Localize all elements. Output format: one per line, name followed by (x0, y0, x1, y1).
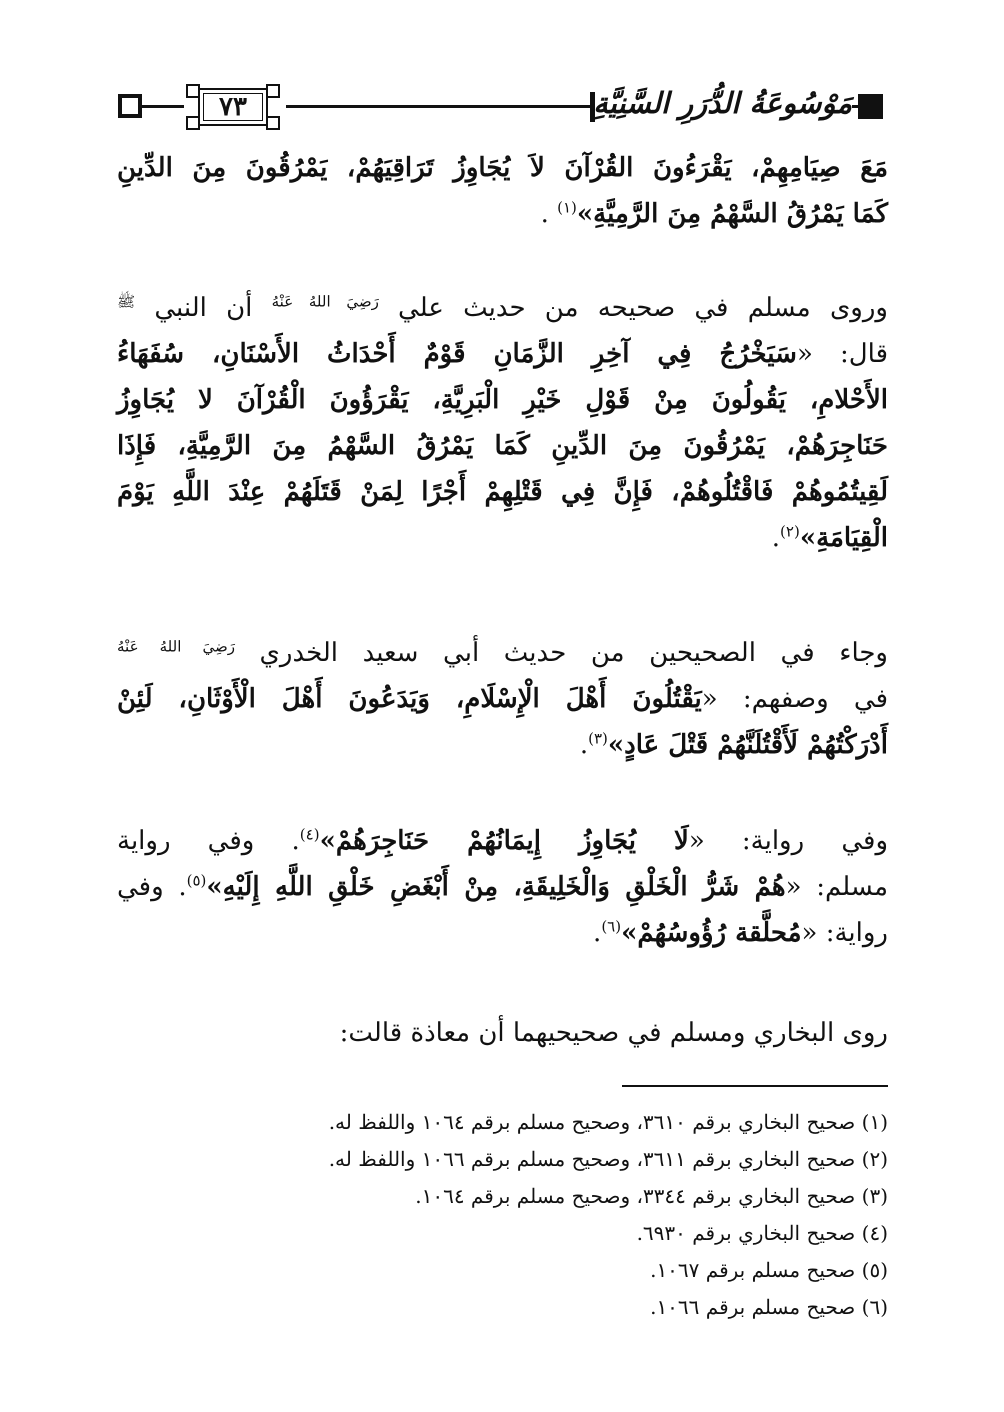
text-line (117, 469, 888, 515)
quoted-text: حَنَاجِرَهُمْ، يَمْرُقُونَ مِنَ الدِّينِ كَمَا يَمْرُقُ السَّهْمُ مِنَ الرَّمِيَّةِ، فَإِذَا (117, 431, 888, 461)
paragraph-4 (117, 818, 888, 956)
footnote-5: (٥) صحيح مسلم برقم ١٠٦٧. (650, 1258, 888, 1282)
quoted-text: الأَحْلامِ، يَقُولُونَ مِنْ قَوْلِ خَيْرِ الْبَرِيَّةِ، يَقْرَؤُونَ الْقُرْآنَ لا يُجَاوِزُ (117, 385, 888, 415)
footnote-separator (622, 1085, 888, 1087)
footnote-ref: (١) (557, 198, 577, 217)
text-line (117, 818, 888, 864)
footnote-1: (١) صحيح البخاري برقم ٣٦١٠، وصحيح مسلم برقم ١٠٦٤ واللفظ له. (328, 1110, 888, 1134)
footnote-ref: (٦) (601, 917, 622, 936)
text-run: . (579, 730, 589, 760)
text-line (117, 285, 888, 331)
text-run: وجاء في الصحيحين من حديث أبي سعيد الخدري (234, 638, 888, 668)
header-hollow-square-ornament (118, 94, 142, 118)
quoted-text: مُحلَّقة رُؤُوسُهُمْ» (621, 918, 802, 948)
text-line (117, 377, 888, 423)
text-run: روى البخاري ومسلم في صحيحيهما أن معاذة قالت: (339, 1018, 888, 1048)
text-line (117, 722, 888, 768)
book-title: مَوْسُوعَةُ الدُّرَرِ السَّنِيَّةِ (593, 86, 852, 120)
honorific-glyph: رَضِيَ اللهُ عَنْهُ (271, 292, 379, 311)
text-run: أن النبي (135, 293, 272, 323)
text-line (117, 331, 888, 377)
header-left-rule (142, 105, 184, 108)
honorific-glyph: رَضِيَ اللهُ عَنْهُ (117, 637, 235, 656)
paragraph-5 (117, 1010, 888, 1056)
quoted-text: لَقِيتُمُوهُمْ فَاقْتُلُوهُمْ، فَإِنَّ فِي قَتْلِهِمْ أَجْرًا لِمَنْ قَتَلَهُمْ عِنْدَ اللَّهِ يَوْمَ (117, 477, 888, 507)
quoted-text: لَا يُجَاوِزُ إِيمَانُهُمْ حَنَاجِرَهُمْ» (319, 826, 689, 856)
paragraph-1 (117, 145, 888, 237)
footnotes (117, 1104, 888, 1326)
text-run: مسلم: « (785, 872, 888, 902)
footnote-ref: (٤) (299, 825, 320, 844)
paragraph-2 (117, 285, 888, 561)
page-number-frame (180, 84, 286, 130)
text-run: قال: « (796, 339, 888, 369)
text-run: . وفي (117, 872, 187, 902)
text-run: . (593, 918, 602, 948)
text-line (117, 910, 888, 956)
text-run: . وفي رواية (117, 826, 300, 856)
text-line (117, 864, 888, 910)
quoted-text: أَدْرَكْتُهُمْ لَأَقْتُلَنَّهُمْ قَتْلَ عَادٍ» (607, 730, 888, 760)
quoted-text: هُمْ شَرُّ الْخَلْقِ وَالْخَلِيقَةِ، مِنْ أَبْغَضِ خَلْقِ اللَّهِ إِلَيْهِ» (206, 872, 786, 902)
footnote-2: (٢) صحيح البخاري برقم ٣٦١١، وصحيح مسلم برقم ١٠٦٦ واللفظ له. (328, 1147, 888, 1171)
footnote-ref: (٥) (186, 871, 207, 890)
quoted-text: كَمَا يَمْرُقُ السَّهْمُ مِنَ الرَّمِيَّةِ» (576, 199, 888, 229)
header-solid-square-ornament (858, 94, 883, 119)
text-line (117, 630, 888, 676)
text-run: . (771, 523, 781, 553)
quoted-text: يَقْتُلُونَ أَهْلَ الْإِسْلَامِ، وَيَدَعُونَ أَهْلَ الْأَوْثَانِ، لَئِنْ (117, 684, 702, 714)
text-line (117, 423, 888, 469)
footnote-4: (٤) صحيح البخاري برقم ٦٩٣٠. (636, 1221, 888, 1245)
header-middle-rule (286, 105, 590, 108)
footnote-6: (٦) صحيح مسلم برقم ١٠٦٦. (650, 1295, 888, 1319)
page-number: ٧٣ (219, 92, 247, 122)
quoted-text: مَعَ صِيَامِهِمْ، يَقْرَءُونَ القُرْآنَ لاَ يُجَاوِزُ تَرَاقِيَهُمْ، يَمْرُقُونَ مِنَ الدِّينِ (117, 153, 888, 183)
footnote-ref: (٢) (780, 522, 800, 541)
quoted-text: الْقِيَامَةِ» (799, 523, 888, 553)
text-run: وروى مسلم في صحيحه من حديث علي (378, 293, 888, 323)
text-run: رواية: « (801, 918, 888, 948)
paragraph-3 (117, 630, 888, 768)
text-line (117, 191, 888, 237)
text-run: . (540, 199, 558, 229)
text-line (117, 515, 888, 561)
footnote-3: (٣) صحيح البخاري برقم ٣٣٤٤، وصحيح مسلم برقم ١٠٦٤. (415, 1184, 888, 1208)
honorific-glyph: ﷺ (117, 292, 136, 311)
quoted-text: سَيَخْرُجُ فِي آخِرِ الزَّمَانِ قَوْمٌ أَحْدَاثُ الأَسْنَانِ، سُفَهَاءُ (117, 339, 797, 369)
text-run: في وصفهم: « (701, 684, 888, 714)
text-line (117, 1010, 888, 1056)
text-line (117, 145, 888, 191)
footnote-ref: (٣) (588, 729, 608, 748)
text-line (117, 676, 888, 722)
text-run: وفي رواية: « (688, 826, 888, 856)
